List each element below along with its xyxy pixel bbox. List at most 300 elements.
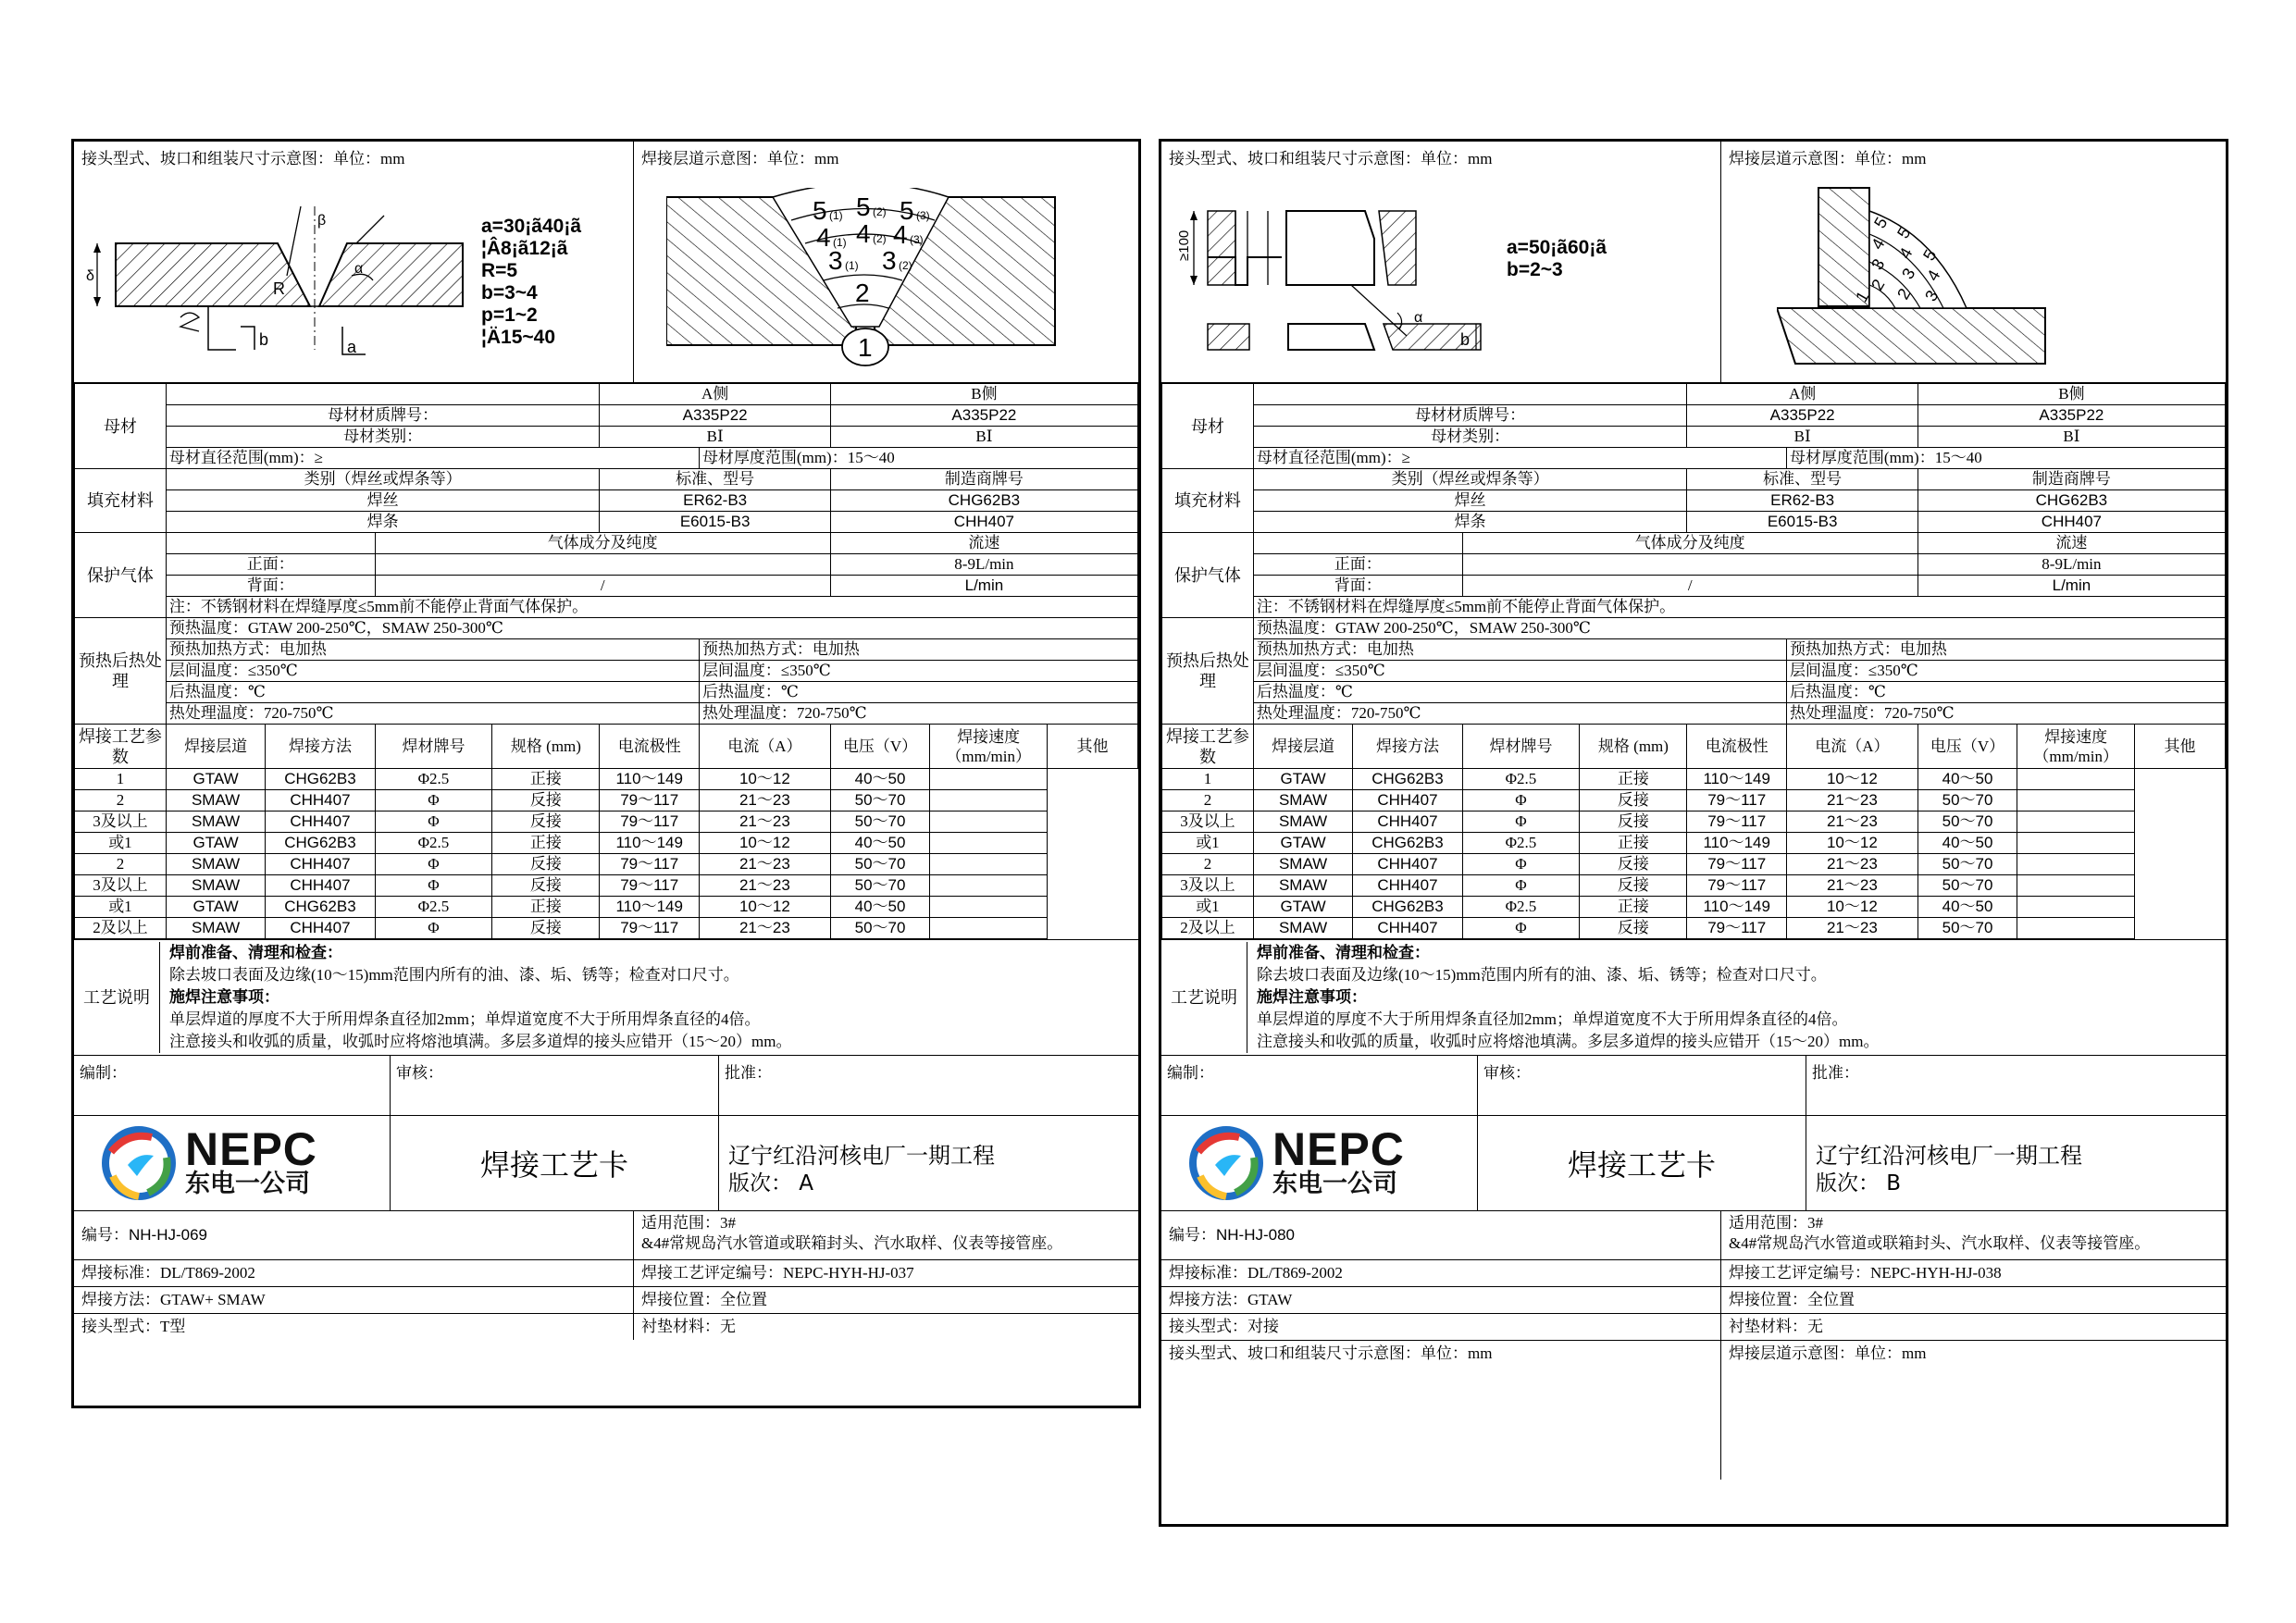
notes-weld-line: 注意接头和收弧的质量，收弧时应将熔池填满。多层多道焊的接头应错开（15～20）mm。 bbox=[1257, 1033, 1880, 1050]
info-row-joint bbox=[1161, 1314, 2226, 1341]
param-row bbox=[75, 769, 1138, 790]
param-cell: 21～23 bbox=[1786, 918, 1917, 939]
project-name: 辽宁红沿河核电厂一期工程 bbox=[728, 1143, 995, 1169]
param-cell bbox=[930, 875, 1048, 897]
filler-rod-std: E6015-B3 bbox=[1687, 512, 1917, 533]
weld-method: 焊接方法：GTAW bbox=[1161, 1287, 1721, 1313]
pass-sublabel: (3) bbox=[916, 209, 930, 222]
param-cell: CHG62B3 bbox=[1353, 833, 1462, 854]
gas-front-flow: 8-9L/min bbox=[830, 554, 1137, 576]
param-cell: 2 bbox=[75, 790, 167, 812]
side-b-header: B侧 bbox=[1917, 384, 2225, 405]
sketch-band bbox=[1161, 142, 2226, 383]
filler-std-header: 标准、型号 bbox=[1687, 469, 1917, 490]
dim-text: b=2~3 bbox=[1507, 259, 1563, 280]
filler-rod-brand: CHH407 bbox=[1917, 512, 2225, 533]
company-logo bbox=[74, 1116, 391, 1210]
logo-subtitle: 东电一公司 bbox=[185, 1170, 310, 1198]
gas-flow-header: 流速 bbox=[1917, 533, 2225, 554]
param-row bbox=[1162, 897, 2226, 918]
param-cell: Φ2.5 bbox=[1462, 897, 1580, 918]
param-cell: 或1 bbox=[1162, 897, 1254, 918]
nepc-logo-icon bbox=[100, 1124, 178, 1202]
param-cell: 正接 bbox=[492, 833, 600, 854]
param-cell: 79～117 bbox=[1687, 790, 1786, 812]
scope-detail: &4#常规岛汽水管道或联箱封头、汽水取样、仪表等接管座。 bbox=[641, 1234, 1063, 1252]
param-cell: Φ bbox=[1462, 875, 1580, 897]
param-cell: Φ bbox=[1462, 812, 1580, 833]
param-header: 电压（V） bbox=[830, 725, 929, 769]
param-header: 其他 bbox=[2135, 725, 2226, 769]
card-number: 编号：NH-HJ-069 bbox=[74, 1211, 634, 1259]
param-cell: SMAW bbox=[1253, 918, 1352, 939]
param-cell: CHG62B3 bbox=[1353, 897, 1462, 918]
base-class-label: 母材类别： bbox=[1253, 427, 1687, 448]
sign-approve: 批准： bbox=[725, 1064, 772, 1082]
param-cell: 40～50 bbox=[1917, 769, 2017, 790]
param-header: 焊接速度（mm/min） bbox=[930, 725, 1048, 769]
pass-label: 5 bbox=[900, 196, 914, 225]
notes-section: 工艺说明 bbox=[74, 942, 160, 1053]
param-cell: Φ2.5 bbox=[1462, 833, 1580, 854]
param-cell: 21～23 bbox=[1786, 875, 1917, 897]
base-metal-section: 母材 bbox=[75, 384, 167, 469]
notes-weld-line: 单层焊道的厚度不大于所用焊条直径加2mm；单焊道宽度不大于所用焊条直径的4倍。 bbox=[1257, 1010, 1848, 1028]
pass-label: 4 bbox=[1923, 266, 1944, 284]
edition: 版次： B bbox=[1816, 1171, 1902, 1196]
param-cell: 正接 bbox=[1580, 897, 1687, 918]
param-row bbox=[1162, 854, 2226, 875]
param-cell: SMAW bbox=[166, 812, 265, 833]
notes-prep-heading: 焊前准备、清理和检查： bbox=[169, 944, 342, 961]
gas-front-label: 正面： bbox=[166, 554, 375, 576]
param-cell: CHH407 bbox=[266, 854, 375, 875]
param-cell: 反接 bbox=[1580, 812, 1687, 833]
param-cell: 10～12 bbox=[1786, 897, 1917, 918]
scope: 适用范围：3# bbox=[641, 1214, 736, 1232]
base-class-a: BⅠ bbox=[600, 427, 830, 448]
param-cell: 反接 bbox=[492, 918, 600, 939]
sign-approve: 批准： bbox=[1812, 1064, 1859, 1082]
param-cell: 50～70 bbox=[830, 875, 929, 897]
gas-front-flow: 8-9L/min bbox=[1917, 554, 2225, 576]
param-cell: 或1 bbox=[75, 833, 167, 854]
interpass-left: 层间温度：≤350℃ bbox=[1253, 661, 1786, 682]
backing-material: 衬垫材料：无 bbox=[641, 1318, 736, 1335]
info-row-number bbox=[1161, 1211, 2226, 1260]
param-cell: 21～23 bbox=[699, 790, 830, 812]
pass-sublabel: (1) bbox=[833, 236, 847, 249]
notes-weld-line: 单层焊道的厚度不大于所用焊条直径加2mm；单焊道宽度不大于所用焊条直径的4倍。 bbox=[169, 1010, 761, 1028]
info-row-std bbox=[74, 1260, 1138, 1287]
edition: 版次： A bbox=[728, 1171, 814, 1196]
gas-comp-header: 气体成分及纯度 bbox=[375, 533, 830, 554]
welding-card-b bbox=[1159, 139, 2228, 1527]
pass-sublabel: (2) bbox=[873, 205, 887, 218]
filler-rod-std: E6015-B3 bbox=[600, 512, 830, 533]
param-cell bbox=[2017, 918, 2135, 939]
joint-sketch-label-2: 接头型式、坡口和组装尺寸示意图：单位：mm bbox=[1161, 1341, 1721, 1480]
interpass-left: 层间温度：≤350℃ bbox=[166, 661, 699, 682]
dim-text: ¦Â8¡ã12¡ã bbox=[481, 238, 568, 259]
param-cell: 79～117 bbox=[600, 854, 699, 875]
pwht-right: 热处理温度：720-750℃ bbox=[1786, 703, 2225, 725]
gas-front-comp bbox=[1462, 554, 1917, 576]
base-grade-label: 母材材质牌号： bbox=[166, 405, 600, 427]
pass-label: 5 bbox=[1893, 224, 1915, 242]
dim-letter-R: R bbox=[273, 279, 285, 298]
notes-weld-line: 注意接头和收弧的质量，收弧时应将熔池填满。多层多道焊的接头应错开（15～20）mm。 bbox=[169, 1033, 792, 1050]
param-row bbox=[75, 875, 1138, 897]
param-cell: 正接 bbox=[1580, 833, 1687, 854]
param-cell: CHG62B3 bbox=[266, 897, 375, 918]
interpass-right: 层间温度：≤350℃ bbox=[1786, 661, 2225, 682]
param-cell: 反接 bbox=[492, 854, 600, 875]
param-cell bbox=[2017, 769, 2135, 790]
param-header: 电流极性 bbox=[600, 725, 699, 769]
param-cell: 反接 bbox=[492, 875, 600, 897]
card-title: 焊接工艺卡 bbox=[391, 1116, 719, 1210]
scope-detail: &4#常规岛汽水管道或联箱封头、汽水取样、仪表等接管座。 bbox=[1729, 1234, 2151, 1252]
param-cell: CHG62B3 bbox=[1353, 769, 1462, 790]
dim-letter-a: a bbox=[347, 338, 357, 356]
weld-pass-panel bbox=[634, 142, 1138, 382]
pass-label: 3 bbox=[1921, 287, 1942, 304]
param-cell: Φ2.5 bbox=[1462, 769, 1580, 790]
params-rows-b bbox=[1162, 769, 2226, 939]
base-thickness-range: 母材厚度范围(mm)：15～40 bbox=[1786, 448, 2225, 469]
weld-position: 焊接位置：全位置 bbox=[1729, 1291, 1855, 1308]
gas-front-label: 正面： bbox=[1253, 554, 1462, 576]
scope: 适用范围：3# bbox=[1729, 1214, 1823, 1232]
param-cell: Φ bbox=[1462, 854, 1580, 875]
sign-review: 审核： bbox=[391, 1056, 719, 1115]
param-cell: 3及以上 bbox=[75, 875, 167, 897]
postheat-right: 后热温度：℃ bbox=[1786, 682, 2225, 703]
param-cell: 2及以上 bbox=[75, 918, 167, 939]
joint-sketch-label: 接头型式、坡口和组装尺寸示意图：单位：mm bbox=[1169, 150, 1493, 167]
param-cell: 2 bbox=[1162, 790, 1254, 812]
param-cell bbox=[930, 918, 1048, 939]
param-cell: GTAW bbox=[1253, 769, 1352, 790]
param-cell: 反接 bbox=[492, 812, 600, 833]
param-cell: 110～149 bbox=[1687, 897, 1786, 918]
param-cell: 40～50 bbox=[830, 897, 929, 918]
notes-band bbox=[74, 939, 1138, 1055]
notes-band bbox=[1161, 939, 2226, 1055]
param-cell bbox=[930, 854, 1048, 875]
sketch-band bbox=[74, 142, 1138, 383]
weld-pass-label: 焊接层道示意图：单位：mm bbox=[1729, 150, 1927, 167]
param-cell: Φ2.5 bbox=[375, 769, 492, 790]
param-header: 其他 bbox=[1048, 725, 1138, 769]
param-cell: 110～149 bbox=[600, 769, 699, 790]
param-cell: CHH407 bbox=[1353, 854, 1462, 875]
gas-section: 保护气体 bbox=[75, 533, 167, 618]
preheat-method-left: 预热加热方式：电加热 bbox=[1253, 639, 1786, 661]
filler-type-header: 类别（焊丝或焊条等） bbox=[166, 469, 600, 490]
param-cell: 40～50 bbox=[1917, 833, 2017, 854]
pass-label: 2 bbox=[1868, 276, 1889, 293]
param-cell: 50～70 bbox=[830, 918, 929, 939]
project-name: 辽宁红沿河核电厂一期工程 bbox=[1816, 1143, 2082, 1169]
filler-wire-std: ER62-B3 bbox=[600, 490, 830, 512]
param-cell: 79～117 bbox=[1687, 854, 1786, 875]
param-header: 规格 (mm) bbox=[1580, 725, 1687, 769]
param-cell: 40～50 bbox=[830, 769, 929, 790]
gas-back-comp: / bbox=[375, 576, 830, 597]
param-header: 电流（A） bbox=[699, 725, 830, 769]
pass-sublabel: (2) bbox=[873, 232, 887, 245]
info-row-method bbox=[1161, 1287, 2226, 1314]
weld-pass-drawing bbox=[666, 188, 1074, 373]
gas-back-label: 背面： bbox=[1253, 576, 1462, 597]
base-grade-a: A335P22 bbox=[600, 405, 830, 427]
param-cell: CHH407 bbox=[266, 812, 375, 833]
pass-label: 3 bbox=[1868, 255, 1889, 273]
dim-letter-b: b bbox=[1460, 330, 1471, 349]
param-header: 规格 (mm) bbox=[492, 725, 600, 769]
param-header: 焊接方法 bbox=[1353, 725, 1462, 769]
param-cell: 或1 bbox=[75, 897, 167, 918]
param-cell bbox=[930, 812, 1048, 833]
title-band bbox=[1161, 1116, 2226, 1211]
param-cell: 1 bbox=[75, 769, 167, 790]
param-cell: 反接 bbox=[1580, 918, 1687, 939]
param-cell bbox=[930, 897, 1048, 918]
param-cell: SMAW bbox=[1253, 790, 1352, 812]
weld-pass-drawing bbox=[1777, 179, 2184, 373]
param-cell: 50～70 bbox=[1917, 875, 2017, 897]
param-cell bbox=[2017, 790, 2135, 812]
pass-label: 4 bbox=[1895, 244, 1917, 262]
param-cell: 21～23 bbox=[699, 854, 830, 875]
base-class-b: BⅠ bbox=[830, 427, 1137, 448]
gas-section: 保护气体 bbox=[1162, 533, 1254, 618]
notes-prep-line: 除去坡口表面及边缘(10～15)mm范围内所有的油、漆、垢、锈等；检查对口尺寸。 bbox=[1257, 966, 1827, 984]
weld-position: 焊接位置：全位置 bbox=[641, 1291, 767, 1308]
param-cell bbox=[2017, 833, 2135, 854]
gas-back-flow: L/min bbox=[1917, 576, 2225, 597]
param-cell: Φ bbox=[1462, 918, 1580, 939]
param-cell: GTAW bbox=[166, 833, 265, 854]
param-cell: CHH407 bbox=[266, 918, 375, 939]
pqr-number: 焊接工艺评定编号：NEPC-HYH-HJ-037 bbox=[641, 1264, 914, 1282]
filler-rod-brand: CHH407 bbox=[830, 512, 1137, 533]
filler-wire-std: ER62-B3 bbox=[1687, 490, 1917, 512]
param-cell: 或1 bbox=[1162, 833, 1254, 854]
param-cell: CHH407 bbox=[1353, 812, 1462, 833]
param-cell: 21～23 bbox=[1786, 790, 1917, 812]
base-thickness-range: 母材厚度范围(mm)：15～40 bbox=[699, 448, 1137, 469]
side-a-header: A侧 bbox=[600, 384, 830, 405]
joint-groove-drawing bbox=[79, 188, 625, 373]
param-header: 电流极性 bbox=[1687, 725, 1786, 769]
base-grade-a: A335P22 bbox=[1687, 405, 1917, 427]
joint-type: 接头型式：对接 bbox=[1161, 1314, 1721, 1340]
param-cell: SMAW bbox=[1253, 854, 1352, 875]
pqr-number: 焊接工艺评定编号：NEPC-HYH-HJ-038 bbox=[1729, 1264, 2002, 1282]
base-class-b: BⅠ bbox=[1917, 427, 2225, 448]
param-cell: 21～23 bbox=[699, 918, 830, 939]
base-class-label: 母材类别： bbox=[166, 427, 600, 448]
sign-review: 审核： bbox=[1478, 1056, 1806, 1115]
filler-section: 填充材料 bbox=[1162, 469, 1254, 533]
param-cell: 50～70 bbox=[830, 854, 929, 875]
base-diameter-range: 母材直径范围(mm)：≥ bbox=[1253, 448, 1786, 469]
pass-label: 4 bbox=[856, 219, 871, 248]
param-cell bbox=[2017, 875, 2135, 897]
side-b-header: B侧 bbox=[830, 384, 1137, 405]
main-table bbox=[74, 383, 1138, 939]
param-cell: Φ bbox=[375, 854, 492, 875]
param-cell: 50～70 bbox=[830, 812, 929, 833]
preheat-method-right: 预热加热方式：电加热 bbox=[1786, 639, 2225, 661]
pass-label: 5 bbox=[1870, 214, 1892, 231]
filler-brand-header: 制造商牌号 bbox=[830, 469, 1137, 490]
preheat-temp: 预热温度：GTAW 200-250℃，SMAW 250-300℃ bbox=[166, 618, 1137, 639]
param-cell: Φ bbox=[1462, 790, 1580, 812]
pass-label: 3 bbox=[1898, 265, 1919, 282]
param-header: 焊接方法 bbox=[266, 725, 375, 769]
pass-label: 4 bbox=[1868, 235, 1889, 253]
preheat-method-right: 预热加热方式：电加热 bbox=[699, 639, 1137, 661]
dim-letter-delta: δ bbox=[86, 268, 94, 284]
dim-text: a=30¡ã40¡ã bbox=[481, 216, 582, 237]
pass-sublabel: (3) bbox=[910, 233, 924, 246]
param-row bbox=[75, 833, 1138, 854]
param-cell: 21～23 bbox=[1786, 812, 1917, 833]
pwht-left: 热处理温度：720-750℃ bbox=[1253, 703, 1786, 725]
params-rows-a bbox=[75, 769, 1138, 939]
filler-wire-type: 焊丝 bbox=[166, 490, 600, 512]
param-cell: Φ bbox=[375, 790, 492, 812]
side-a-header: A侧 bbox=[1687, 384, 1917, 405]
base-grade-b: A335P22 bbox=[830, 405, 1137, 427]
notes-prep-heading: 焊前准备、清理和检查： bbox=[1257, 944, 1430, 961]
param-cell: CHG62B3 bbox=[266, 833, 375, 854]
param-cell: Φ bbox=[375, 918, 492, 939]
info-row-method bbox=[74, 1287, 1138, 1314]
filler-rod-type: 焊条 bbox=[1253, 512, 1687, 533]
postheat-left: 后热温度：℃ bbox=[166, 682, 699, 703]
pass-label: 3 bbox=[828, 246, 843, 275]
param-cell: 21～23 bbox=[699, 812, 830, 833]
logo-subtitle: 东电一公司 bbox=[1272, 1170, 1397, 1198]
weld-standard: 焊接标准：DL/T869-2002 bbox=[1161, 1260, 1721, 1286]
param-cell: 2 bbox=[75, 854, 167, 875]
param-row bbox=[75, 897, 1138, 918]
param-header: 焊材牌号 bbox=[375, 725, 492, 769]
main-table bbox=[1161, 383, 2226, 939]
notes-weld-heading: 施焊注意事项： bbox=[1257, 988, 1367, 1006]
param-cell: 10～12 bbox=[699, 833, 830, 854]
filler-rod-type: 焊条 bbox=[166, 512, 600, 533]
sign-edit: 编制： bbox=[74, 1056, 391, 1115]
joint-sketch-label: 接头型式、坡口和组装尺寸示意图：单位：mm bbox=[81, 150, 405, 167]
params-section: 焊接工艺参数 bbox=[1162, 725, 1254, 769]
card-number: 编号：NH-HJ-080 bbox=[1161, 1211, 1721, 1259]
param-cell: Φ bbox=[375, 812, 492, 833]
pass-label: 2 bbox=[855, 279, 870, 307]
gas-flow-header: 流速 bbox=[830, 533, 1137, 554]
param-header: 电流（A） bbox=[1786, 725, 1917, 769]
param-cell: 79～117 bbox=[1687, 875, 1786, 897]
param-header: 电压（V） bbox=[1917, 725, 2017, 769]
param-cell: 10～12 bbox=[1786, 769, 1917, 790]
param-cell: SMAW bbox=[166, 790, 265, 812]
param-cell: 3及以上 bbox=[1162, 875, 1254, 897]
param-cell: 50～70 bbox=[830, 790, 929, 812]
card-title: 焊接工艺卡 bbox=[1478, 1116, 1806, 1210]
param-cell: GTAW bbox=[1253, 897, 1352, 918]
param-header: 焊材牌号 bbox=[1462, 725, 1580, 769]
dim-letter-beta: β bbox=[317, 213, 327, 229]
param-row bbox=[75, 790, 1138, 812]
param-row bbox=[1162, 833, 2226, 854]
heat-section: 预热后热处理 bbox=[1162, 618, 1254, 725]
param-cell bbox=[930, 790, 1048, 812]
param-cell: CHH407 bbox=[1353, 918, 1462, 939]
weld-pass-panel bbox=[1721, 142, 2226, 382]
joint-sketch-panel bbox=[1161, 142, 1721, 382]
params-section: 焊接工艺参数 bbox=[75, 725, 167, 769]
info-row-joint bbox=[74, 1314, 1138, 1340]
param-cell: 79～117 bbox=[600, 812, 699, 833]
info-row-std bbox=[1161, 1260, 2226, 1287]
param-cell: GTAW bbox=[166, 897, 265, 918]
filler-section: 填充材料 bbox=[75, 469, 167, 533]
param-cell: CHG62B3 bbox=[266, 769, 375, 790]
param-cell: SMAW bbox=[166, 918, 265, 939]
logo-wordmark: NEPC bbox=[1272, 1123, 1405, 1175]
param-cell: 79～117 bbox=[600, 875, 699, 897]
param-cell: 3及以上 bbox=[75, 812, 167, 833]
param-header: 焊接速度（mm/min） bbox=[2017, 725, 2135, 769]
filler-std-header: 标准、型号 bbox=[600, 469, 830, 490]
param-cell: 79～117 bbox=[600, 918, 699, 939]
param-cell: SMAW bbox=[166, 854, 265, 875]
weld-pass-label: 焊接层道示意图：单位：mm bbox=[641, 150, 839, 167]
gas-comp-header: 气体成分及纯度 bbox=[1462, 533, 1917, 554]
param-row bbox=[1162, 875, 2226, 897]
param-cell: 1 bbox=[1162, 769, 1254, 790]
welding-card-a bbox=[71, 139, 1141, 1408]
gas-front-comp bbox=[375, 554, 830, 576]
param-cell: SMAW bbox=[1253, 812, 1352, 833]
param-cell: 10～12 bbox=[699, 897, 830, 918]
param-cell: 40～50 bbox=[830, 833, 929, 854]
param-cell: 正接 bbox=[492, 897, 600, 918]
gas-back-flow: L/min bbox=[830, 576, 1137, 597]
param-cell: 50～70 bbox=[1917, 854, 2017, 875]
param-cell: Φ bbox=[375, 875, 492, 897]
pass-label: 3 bbox=[882, 246, 897, 275]
gas-back-label: 背面： bbox=[166, 576, 375, 597]
signature-band bbox=[1161, 1055, 2226, 1116]
param-cell: 反接 bbox=[1580, 875, 1687, 897]
param-row bbox=[1162, 918, 2226, 939]
notes-prep-line: 除去坡口表面及边缘(10～15)mm范围内所有的油、漆、垢、锈等；检查对口尺寸。 bbox=[169, 966, 739, 984]
notes-section: 工艺说明 bbox=[1161, 942, 1247, 1053]
param-cell bbox=[2017, 812, 2135, 833]
dim-text: R=5 bbox=[481, 260, 518, 281]
filler-wire-type: 焊丝 bbox=[1253, 490, 1687, 512]
gas-back-comp: / bbox=[1462, 576, 1917, 597]
joint-sketch-panel bbox=[74, 142, 634, 382]
param-cell: 50～70 bbox=[1917, 812, 2017, 833]
pass-label: 1 bbox=[1852, 288, 1873, 305]
